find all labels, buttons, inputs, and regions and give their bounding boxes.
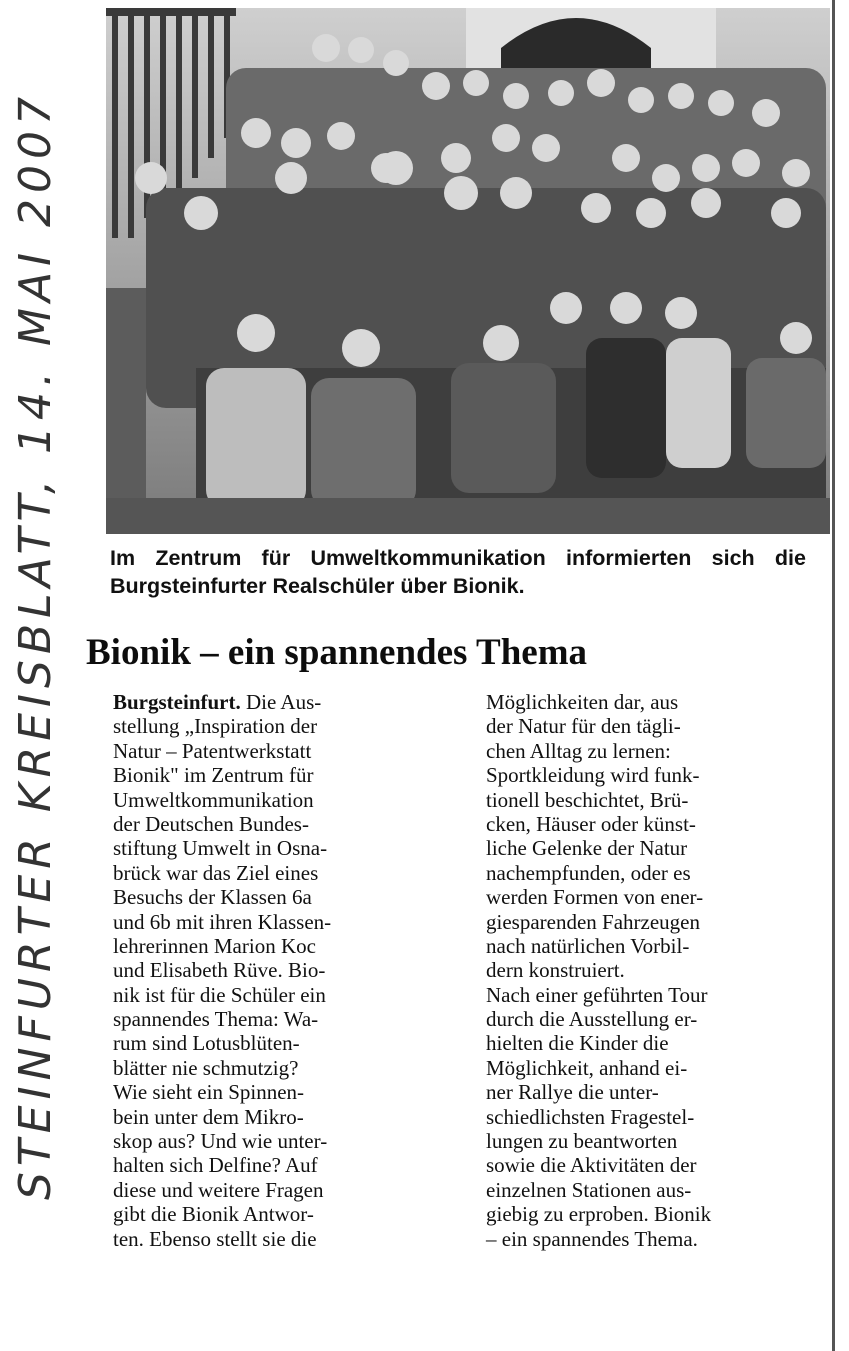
article-line: Wie sieht ein Spinnen- <box>113 1080 305 1105</box>
article-line: spannendes Thema: Wa- <box>113 1007 319 1032</box>
article-line: Umweltkommunikation <box>113 787 314 812</box>
article-line: einzelnen Stationen aus- <box>486 1177 692 1202</box>
article-line: nik ist für die Schüler ein <box>113 982 326 1007</box>
article-column-right <box>486 690 821 1251</box>
article-line: der Natur für den tägli- <box>486 714 681 739</box>
page-edge-rule <box>832 0 835 1351</box>
article-line: durch die Ausstellung er- <box>486 1007 698 1032</box>
article-line: cken, Häuser oder künst- <box>486 811 696 836</box>
article-line: nachempfunden, oder es <box>486 860 691 885</box>
article-line: giebig zu erproben. Bionik <box>486 1202 712 1227</box>
article-line: ten. Ebenso stellt sie die <box>113 1226 317 1251</box>
article-line: gibt die Bionik Antwor- <box>113 1202 314 1227</box>
article-line: blätter nie schmutzig? <box>113 1055 299 1080</box>
article-line: nach natürlichen Vorbil- <box>486 933 690 958</box>
article-line: Sportkleidung wird funk- <box>486 763 700 788</box>
article-line: Besuchs der Klassen 6a <box>113 885 312 910</box>
article-line: dern konstruiert. <box>486 958 625 983</box>
article-line: Natur – Patentwerkstatt <box>113 738 312 763</box>
article-line: rum sind Lotusblüten- <box>113 1031 300 1056</box>
article-line: ner Rallye die unter- <box>486 1080 659 1105</box>
article-line: der Deutschen Bundes- <box>113 811 309 836</box>
article-column-left <box>113 690 443 1251</box>
article-line: Burgsteinfurt. Die Aus- <box>113 690 322 714</box>
article-line: stellung „Inspiration der <box>113 714 318 739</box>
article-line: skop aus? Und wie unter- <box>113 1129 328 1154</box>
photo-caption: Im Zentrum für Umweltkommunikation informierten sich die Burgsteinfurter Realschüler über Bionik. <box>110 546 806 598</box>
article-line: Nach einer geführten Tour <box>486 982 708 1007</box>
article-line: hielten die Kinder die <box>486 1031 669 1056</box>
article-headline: Bionik – ein spannendes Thema <box>86 632 588 673</box>
article-line: stiftung Umwelt in Osna- <box>113 836 328 861</box>
article-line: chen Alltag zu lernen: <box>486 738 671 763</box>
article-line: Möglichkeiten dar, aus <box>486 690 679 714</box>
article-line: brück war das Ziel eines <box>113 860 319 885</box>
article-line: sowie die Aktivitäten der <box>486 1153 697 1178</box>
article-line: und 6b mit ihren Klassen- <box>113 909 332 934</box>
article-line: lungen zu beantworten <box>486 1129 678 1154</box>
group-photo <box>106 8 830 534</box>
article-line: schiedlichsten Fragestel- <box>486 1104 695 1129</box>
article-line: und Elisabeth Rüve. Bio- <box>113 958 326 983</box>
article-line: diese und weitere Fragen <box>113 1177 324 1202</box>
handwritten-source-text: STEINFURTER KREISBLATT, 14. MAI 2007 <box>10 90 61 1200</box>
article-dateline: Burgsteinfurt. <box>113 690 241 714</box>
article-line: liche Gelenke der Natur <box>486 836 688 861</box>
article-line: lehrerinnen Marion Koc <box>113 933 316 958</box>
article-line: bein unter dem Mikro- <box>113 1104 304 1129</box>
article-line: halten sich Delfine? Auf <box>113 1153 318 1178</box>
article-line: Bionik" im Zentrum für <box>113 763 314 788</box>
article-line: – ein spannendes Thema. <box>486 1226 698 1251</box>
group-photo-icon <box>106 8 830 534</box>
article-line: tionell beschichtet, Brü- <box>486 787 689 812</box>
article-line: giesparenden Fahrzeugen <box>486 909 700 934</box>
article-line: Möglichkeit, anhand ei- <box>486 1055 688 1080</box>
article-line: werden Formen von ener- <box>486 885 704 910</box>
